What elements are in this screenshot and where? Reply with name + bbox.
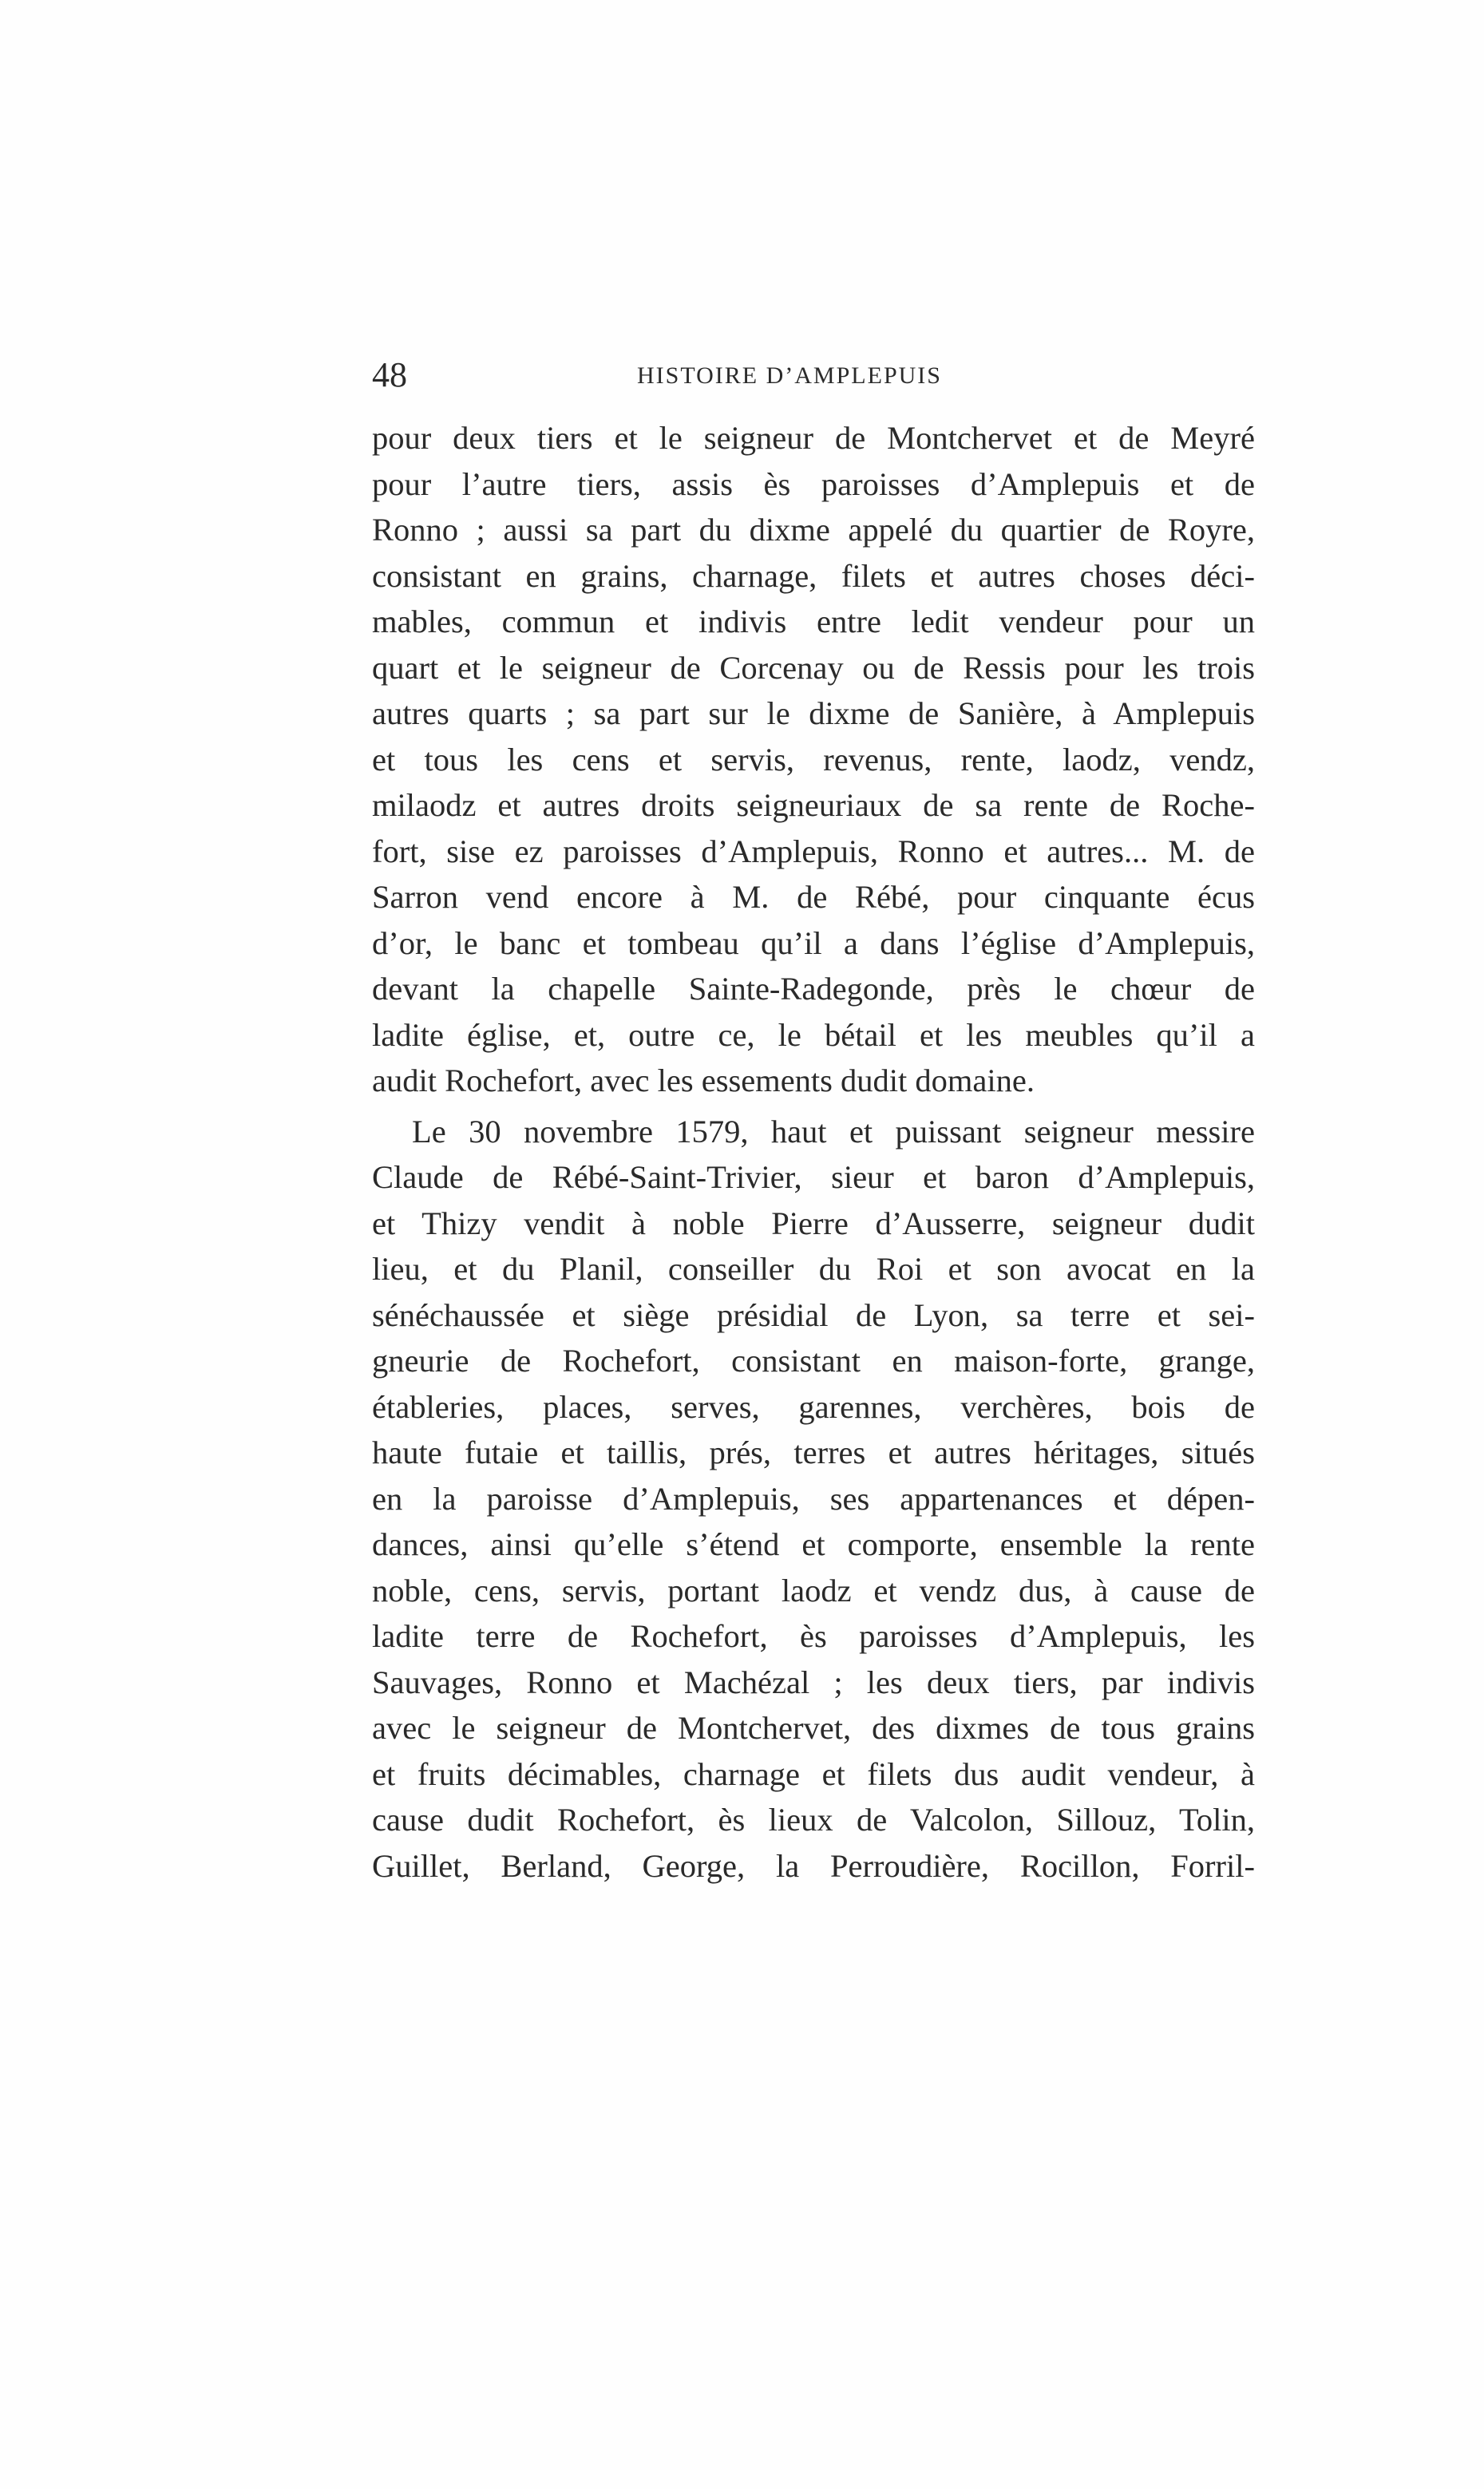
text-line: pour deux tiers et le seigneur de Montchervet et de Meyré: [372, 420, 1255, 456]
page-header: [372, 351, 1303, 399]
text-line: Claude de Rébé-Saint-Trivier, sieur et baron d’Amplepuis,: [372, 1159, 1255, 1195]
text-line: sénéchaussée et siège présidial de Lyon, sa terre et sei-: [372, 1296, 1255, 1333]
text-line: audit Rochefort, avec les essements dudit domaine.: [372, 1062, 1035, 1098]
text-line: étableries, places, serves, garennes, verchères, bois de: [372, 1388, 1255, 1425]
text-line: Sauvages, Ronno et Machézal ; les deux tiers, par indivis: [372, 1664, 1255, 1700]
text-line: avec le seigneur de Montchervet, des dixmes de tous grains: [372, 1710, 1255, 1746]
text-line: et tous les cens et servis, revenus, rente, laodz, vendz,: [372, 741, 1255, 778]
page-number: 48: [372, 355, 407, 394]
text-line: cause dudit Rochefort, ès lieux de Valcolon, Sillouz, Tolin,: [372, 1802, 1255, 1838]
paragraph: [372, 415, 1255, 1104]
body-text: [372, 415, 1255, 1889]
text-line: dances, ainsi qu’elle s’étend et comporte, ensemble la rente: [372, 1526, 1255, 1562]
text-line: autres quarts ; sa part sur le dixme de Sanière, à Amplepuis: [372, 695, 1255, 731]
text-line: haute futaie et taillis, prés, terres et autres héritages, situés: [372, 1434, 1255, 1470]
text-line: fort, sise ez paroisses d’Amplepuis, Ronno et autres... M. de: [372, 833, 1255, 869]
text-line: Ronno ; aussi sa part du dixme appelé du quartier de Royre,: [372, 512, 1255, 548]
text-line: quart et le seigneur de Corcenay ou de Ressis pour les trois: [372, 649, 1255, 686]
text-line: et Thizy vendit à noble Pierre d’Ausserre, seigneur dudit: [372, 1205, 1255, 1241]
text-line: lieu, et du Planil, conseiller du Roi et son avocat en la: [372, 1251, 1255, 1287]
text-line: gneurie de Rochefort, consistant en maison-forte, grange,: [372, 1343, 1255, 1379]
text-line: Sarron vend encore à M. de Rébé, pour cinquante écus: [372, 879, 1255, 915]
text-line: et fruits décimables, charnage et filets dus audit vendeur, à: [372, 1755, 1255, 1792]
running-title: HISTOIRE D’AMPLEPUIS: [637, 362, 942, 389]
paragraph: [372, 1109, 1255, 1890]
text-line: noble, cens, servis, portant laodz et vendz dus, à cause de: [372, 1572, 1255, 1609]
text-line: ladite église, et, outre ce, le bétail et les meubles qu’il a: [372, 1016, 1255, 1053]
text-line: Le 30 novembre 1579, haut et puissant seigneur messire: [412, 1113, 1255, 1150]
text-line: pour l’autre tiers, assis ès paroisses d’Amplepuis et de: [372, 465, 1255, 502]
text-line: consistant en grains, charnage, filets et autres choses déci-: [372, 557, 1255, 594]
text-line: Guillet, Berland, George, la Perroudière, Rocillon, Forril-: [372, 1847, 1255, 1884]
text-line: ladite terre de Rochefort, ès paroisses d’Amplepuis, les: [372, 1618, 1255, 1654]
text-line: d’or, le banc et tombeau qu’il a dans l’église d’Amplepuis,: [372, 924, 1255, 961]
text-line: en la paroisse d’Amplepuis, ses appartenances et dépen-: [372, 1480, 1255, 1517]
text-line: milaodz et autres droits seigneuriaux de sa rente de Roche-: [372, 787, 1255, 823]
text-line: mables, commun et indivis entre ledit vendeur pour un: [372, 603, 1255, 639]
text-line: devant la chapelle Sainte-Radegonde, près le chœur de: [372, 971, 1255, 1007]
